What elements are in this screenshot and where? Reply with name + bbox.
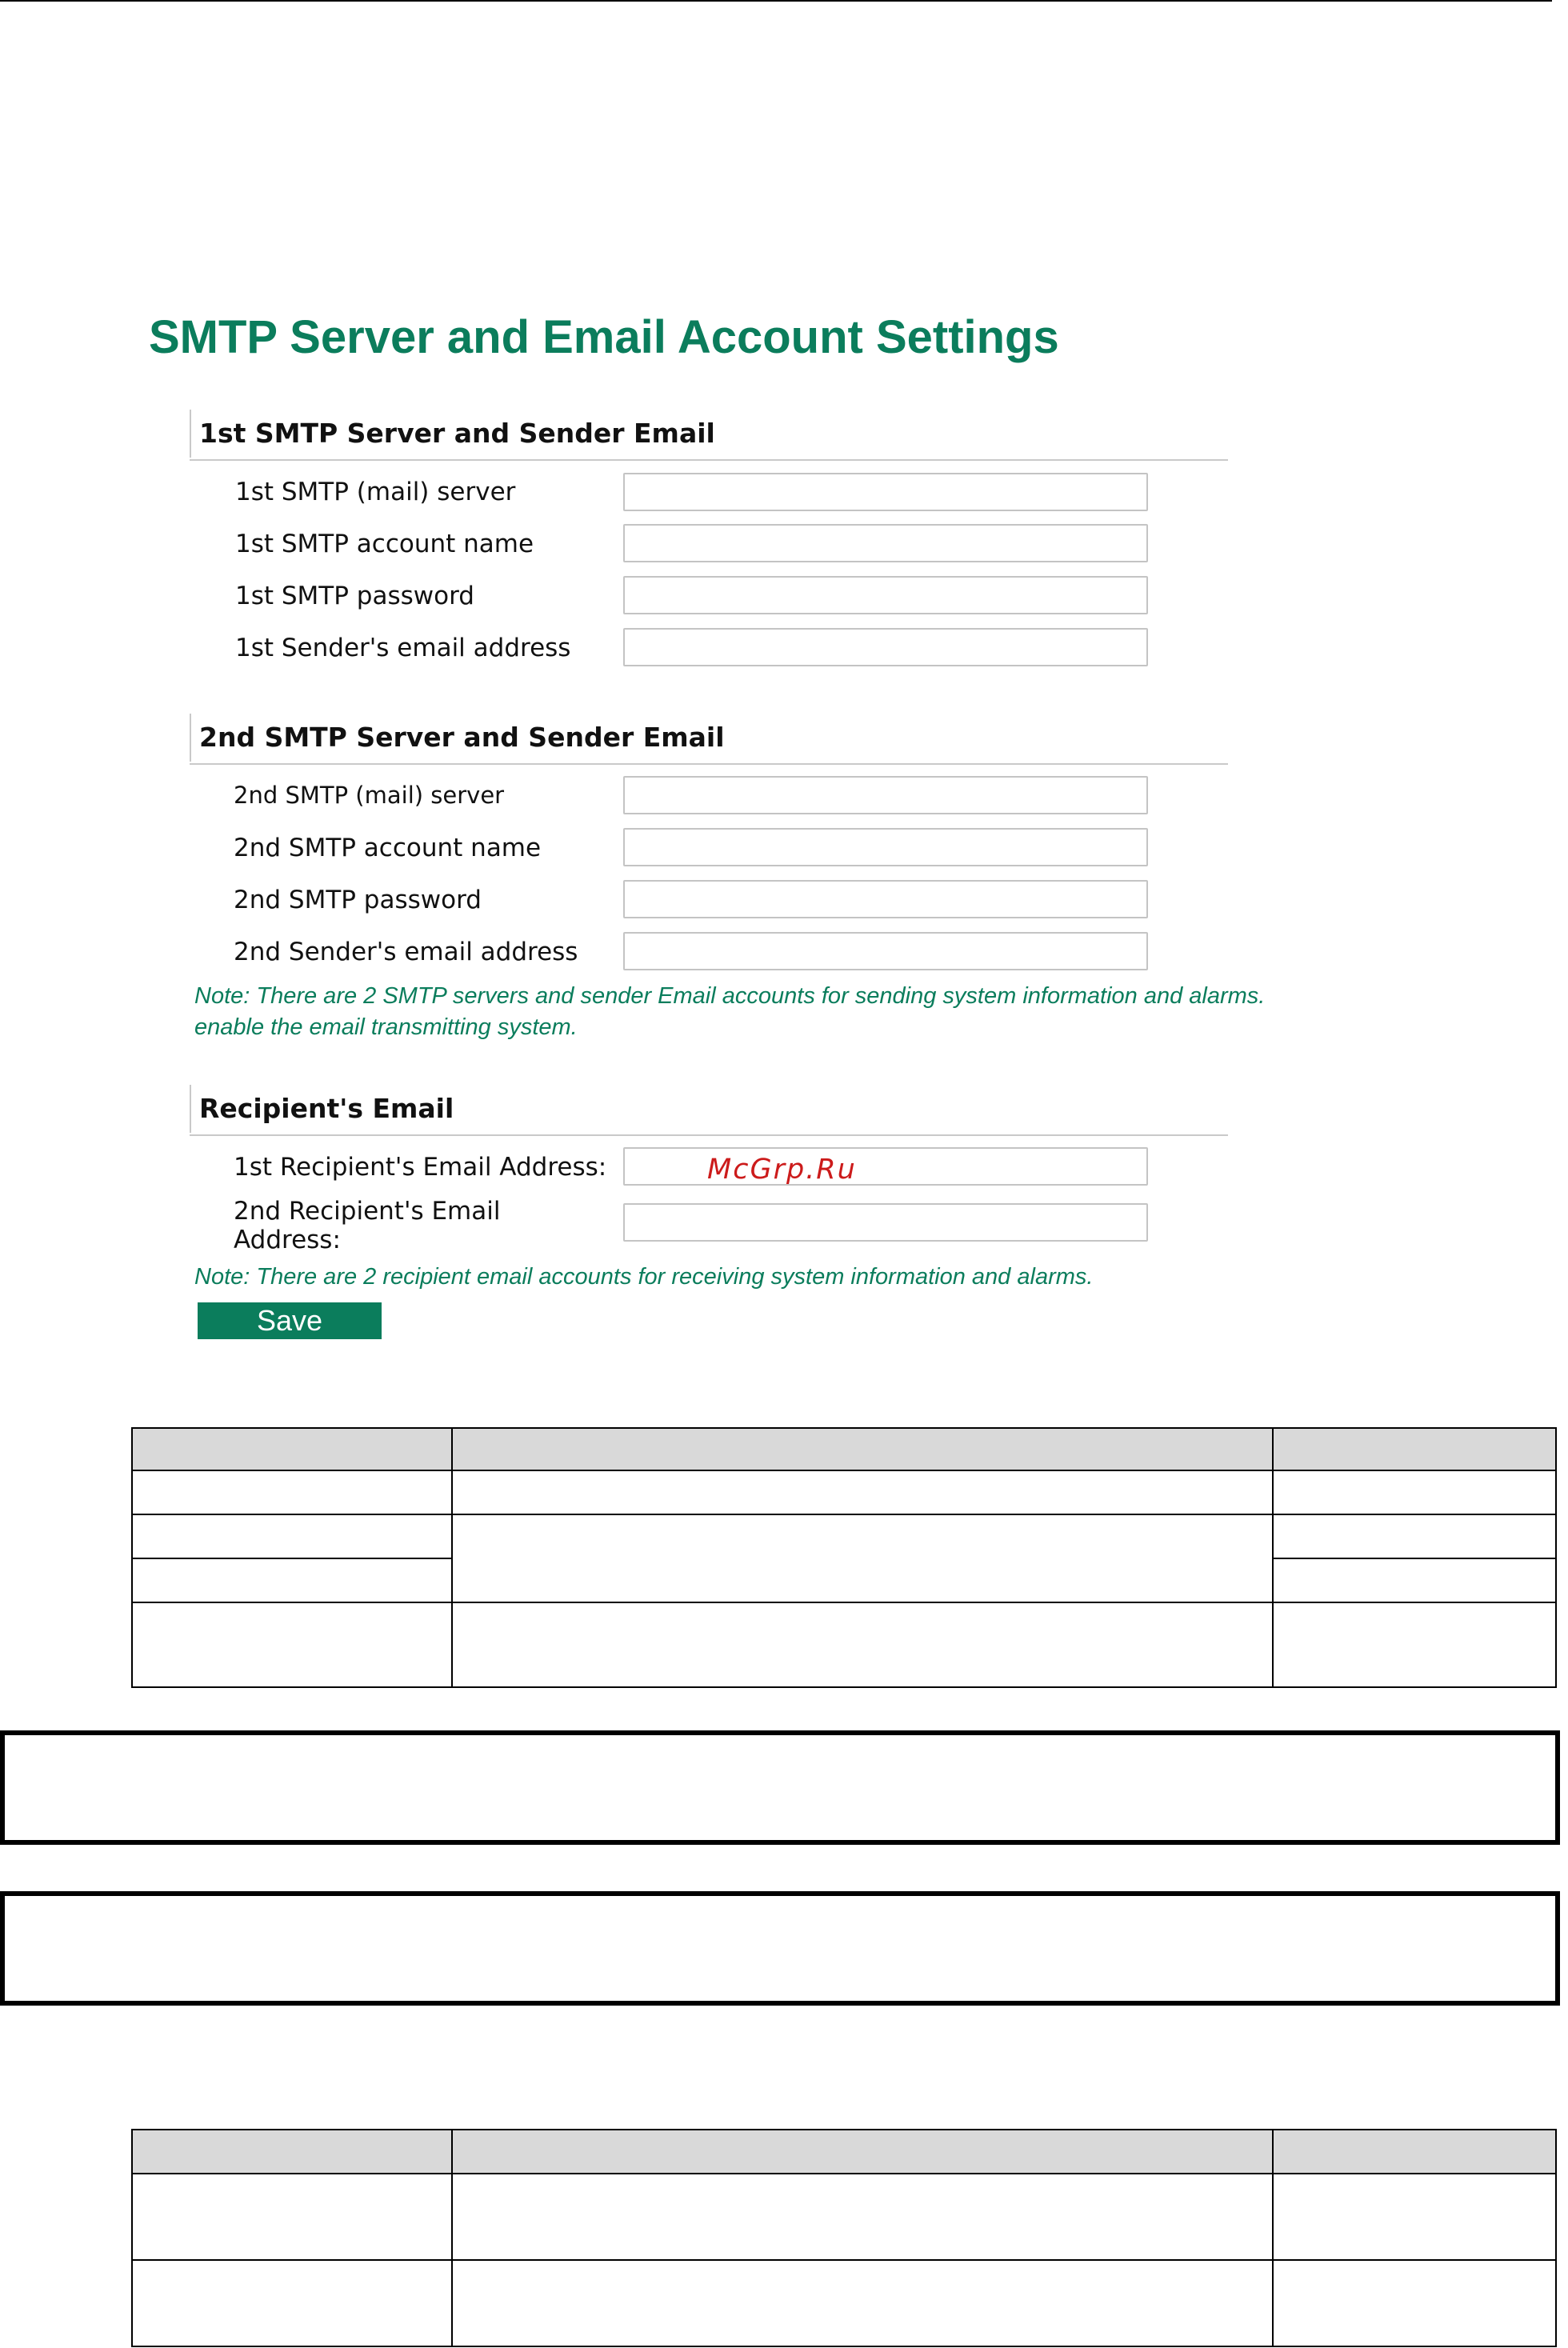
section-divider	[190, 763, 1228, 765]
table-row	[132, 2174, 1556, 2260]
first-smtp-server-label: 1st SMTP (mail) server	[235, 478, 516, 506]
first-recipient-email-label: 1st Recipient's Email Address:	[234, 1153, 607, 1182]
first-smtp-password-input[interactable]	[623, 576, 1148, 614]
section-divider	[190, 459, 1228, 461]
table-cell	[1273, 2260, 1556, 2346]
first-smtp-account-label: 1st SMTP account name	[235, 530, 534, 558]
table-row	[132, 1514, 1556, 1558]
page-title: SMTP Server and Email Account Settings	[149, 311, 1059, 363]
table-cell	[132, 2260, 452, 2346]
first-smtp-password-label: 1st SMTP password	[235, 582, 474, 610]
second-smtp-account-input[interactable]	[623, 828, 1148, 866]
table-cell	[1273, 1470, 1556, 1514]
table-header-cell	[1273, 1428, 1556, 1470]
section-divider	[190, 1134, 1228, 1136]
note-box	[0, 1730, 1560, 1845]
section-title-1st-smtp: 1st SMTP Server and Sender Email	[199, 418, 715, 449]
second-smtp-server-input[interactable]	[623, 776, 1148, 814]
table-cell	[1273, 1514, 1556, 1558]
section-title-recipient: Recipient's Email	[199, 1093, 454, 1124]
watermark: McGrp.Ru	[707, 1154, 857, 1186]
table-header-cell	[132, 2130, 452, 2174]
table-cell	[1273, 1558, 1556, 1602]
table-header-row	[132, 1428, 1556, 1470]
section-divider	[190, 714, 191, 762]
first-smtp-server-input[interactable]	[623, 473, 1148, 511]
settings-table-2	[131, 2129, 1557, 2347]
first-sender-email-input[interactable]	[623, 628, 1148, 666]
table-cell	[452, 2174, 1273, 2260]
table-row	[132, 2260, 1556, 2346]
table-header-cell	[452, 2130, 1273, 2174]
second-recipient-email-label: 2nd Recipient's Email Address:	[234, 1197, 501, 1254]
smtp-note-line2: enable the email transmitting system.	[194, 1014, 578, 1040]
second-sender-email-label: 2nd Sender's email address	[234, 938, 578, 966]
table-cell	[452, 1470, 1273, 1514]
table-cell	[132, 2174, 452, 2260]
table-row	[132, 1470, 1556, 1514]
second-sender-email-input[interactable]	[623, 932, 1148, 970]
first-smtp-account-input[interactable]	[623, 524, 1148, 562]
table-header-cell	[132, 1428, 452, 1470]
table-cell	[132, 1514, 452, 1558]
table-cell	[452, 1514, 1273, 1602]
page-top-rule	[0, 0, 1552, 2]
section-divider	[190, 410, 191, 458]
recipient-note: Note: There are 2 recipient email accounts for receiving system information and alarms.	[194, 1264, 1094, 1290]
table-cell	[132, 1558, 452, 1602]
table-row	[132, 1602, 1556, 1687]
table-cell	[1273, 2174, 1556, 2260]
table-cell	[452, 2260, 1273, 2346]
second-smtp-server-label: 2nd SMTP (mail) server	[234, 782, 505, 809]
note-box	[0, 1891, 1560, 2006]
table-header-cell	[1273, 2130, 1556, 2174]
table-cell	[132, 1470, 452, 1514]
second-recipient-email-input[interactable]	[623, 1203, 1148, 1242]
second-smtp-password-label: 2nd SMTP password	[234, 886, 482, 914]
table-header-row	[132, 2130, 1556, 2174]
section-divider	[190, 1085, 191, 1133]
smtp-note-line1: Note: There are 2 SMTP servers and sender Email accounts for sending system information and alarms.	[194, 983, 1266, 1009]
table-cell	[132, 1602, 452, 1687]
first-sender-email-label: 1st Sender's email address	[235, 634, 571, 662]
table-header-cell	[452, 1428, 1273, 1470]
second-smtp-account-label: 2nd SMTP account name	[234, 834, 542, 862]
table-cell	[1273, 1602, 1556, 1687]
settings-table-1	[131, 1427, 1557, 1688]
save-button[interactable]: Save	[198, 1302, 382, 1339]
second-smtp-password-input[interactable]	[623, 880, 1148, 918]
section-title-2nd-smtp: 2nd SMTP Server and Sender Email	[199, 722, 725, 753]
table-cell	[452, 1602, 1273, 1687]
first-recipient-email-input[interactable]	[623, 1147, 1148, 1186]
